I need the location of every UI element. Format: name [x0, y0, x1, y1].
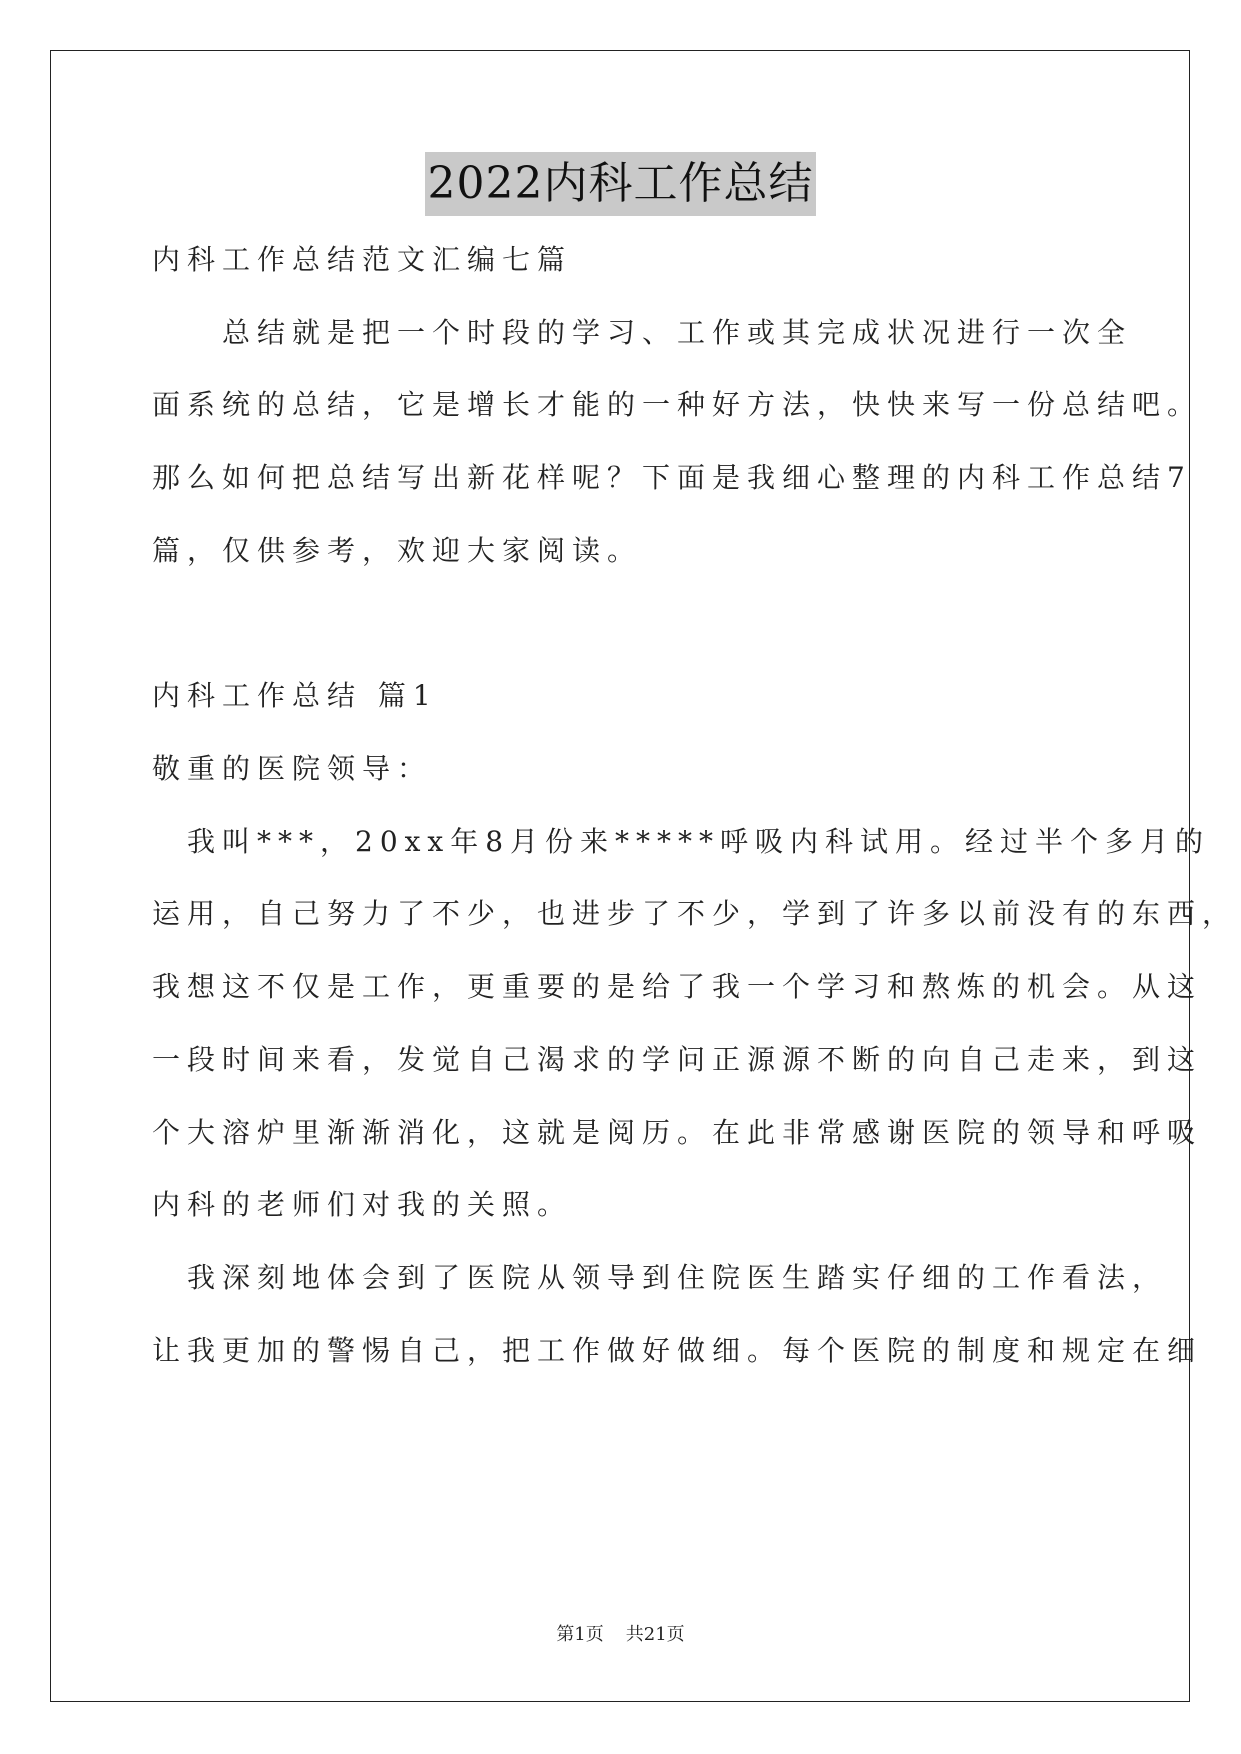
- document-title: 2022内科工作总结: [425, 152, 817, 216]
- paragraph-line: 一段时间来看，发觉自己渴求的学问正源源不断的向自己走来，到这: [152, 1043, 1203, 1076]
- intro-line: 那么如何把总结写出新花样呢？下面是我细心整理的内科工作总结7: [152, 461, 1192, 494]
- page-number: 第1页: [556, 1624, 604, 1645]
- page-footer: [0, 1623, 1241, 1647]
- paragraph-line: 内科的老师们对我的关照。: [152, 1188, 573, 1221]
- salutation: 敬重的医院领导：: [152, 752, 433, 785]
- intro-line: 面系统的总结，它是增长才能的一种好方法，快快来写一份总结吧。: [152, 388, 1203, 421]
- intro-line: 总结就是把一个时段的学习、工作或其完成状况进行一次全: [152, 316, 1133, 349]
- page-total: 共21页: [625, 1624, 685, 1645]
- paragraph-line: 个大溶炉里渐渐消化，这就是阅历。在此非常感谢医院的领导和呼吸: [152, 1116, 1203, 1149]
- document-subtitle: 内科工作总结范文汇编七篇: [152, 243, 573, 276]
- paragraph-line: 运用，自己努力了不少，也进步了不少，学到了许多以前没有的东西，: [152, 897, 1238, 930]
- intro-line: 篇，仅供参考，欢迎大家阅读。: [152, 534, 643, 567]
- page-border: [50, 50, 1238, 1702]
- paragraph-line: 我叫***，20xx年8月份来*****呼吸内科试用。经过半个多月的: [152, 825, 1211, 858]
- paragraph-line: 让我更加的警惕自己，把工作做好做细。每个医院的制度和规定在细: [152, 1334, 1203, 1367]
- title-wrapper: [0, 152, 1241, 216]
- section-heading: 内科工作总结 篇1: [152, 679, 438, 712]
- paragraph-line: 我深刻地体会到了医院从领导到住院医生踏实仔细的工作看法，: [152, 1261, 1168, 1294]
- paragraph-line: 我想这不仅是工作，更重要的是给了我一个学习和熬炼的机会。从这: [152, 970, 1203, 1003]
